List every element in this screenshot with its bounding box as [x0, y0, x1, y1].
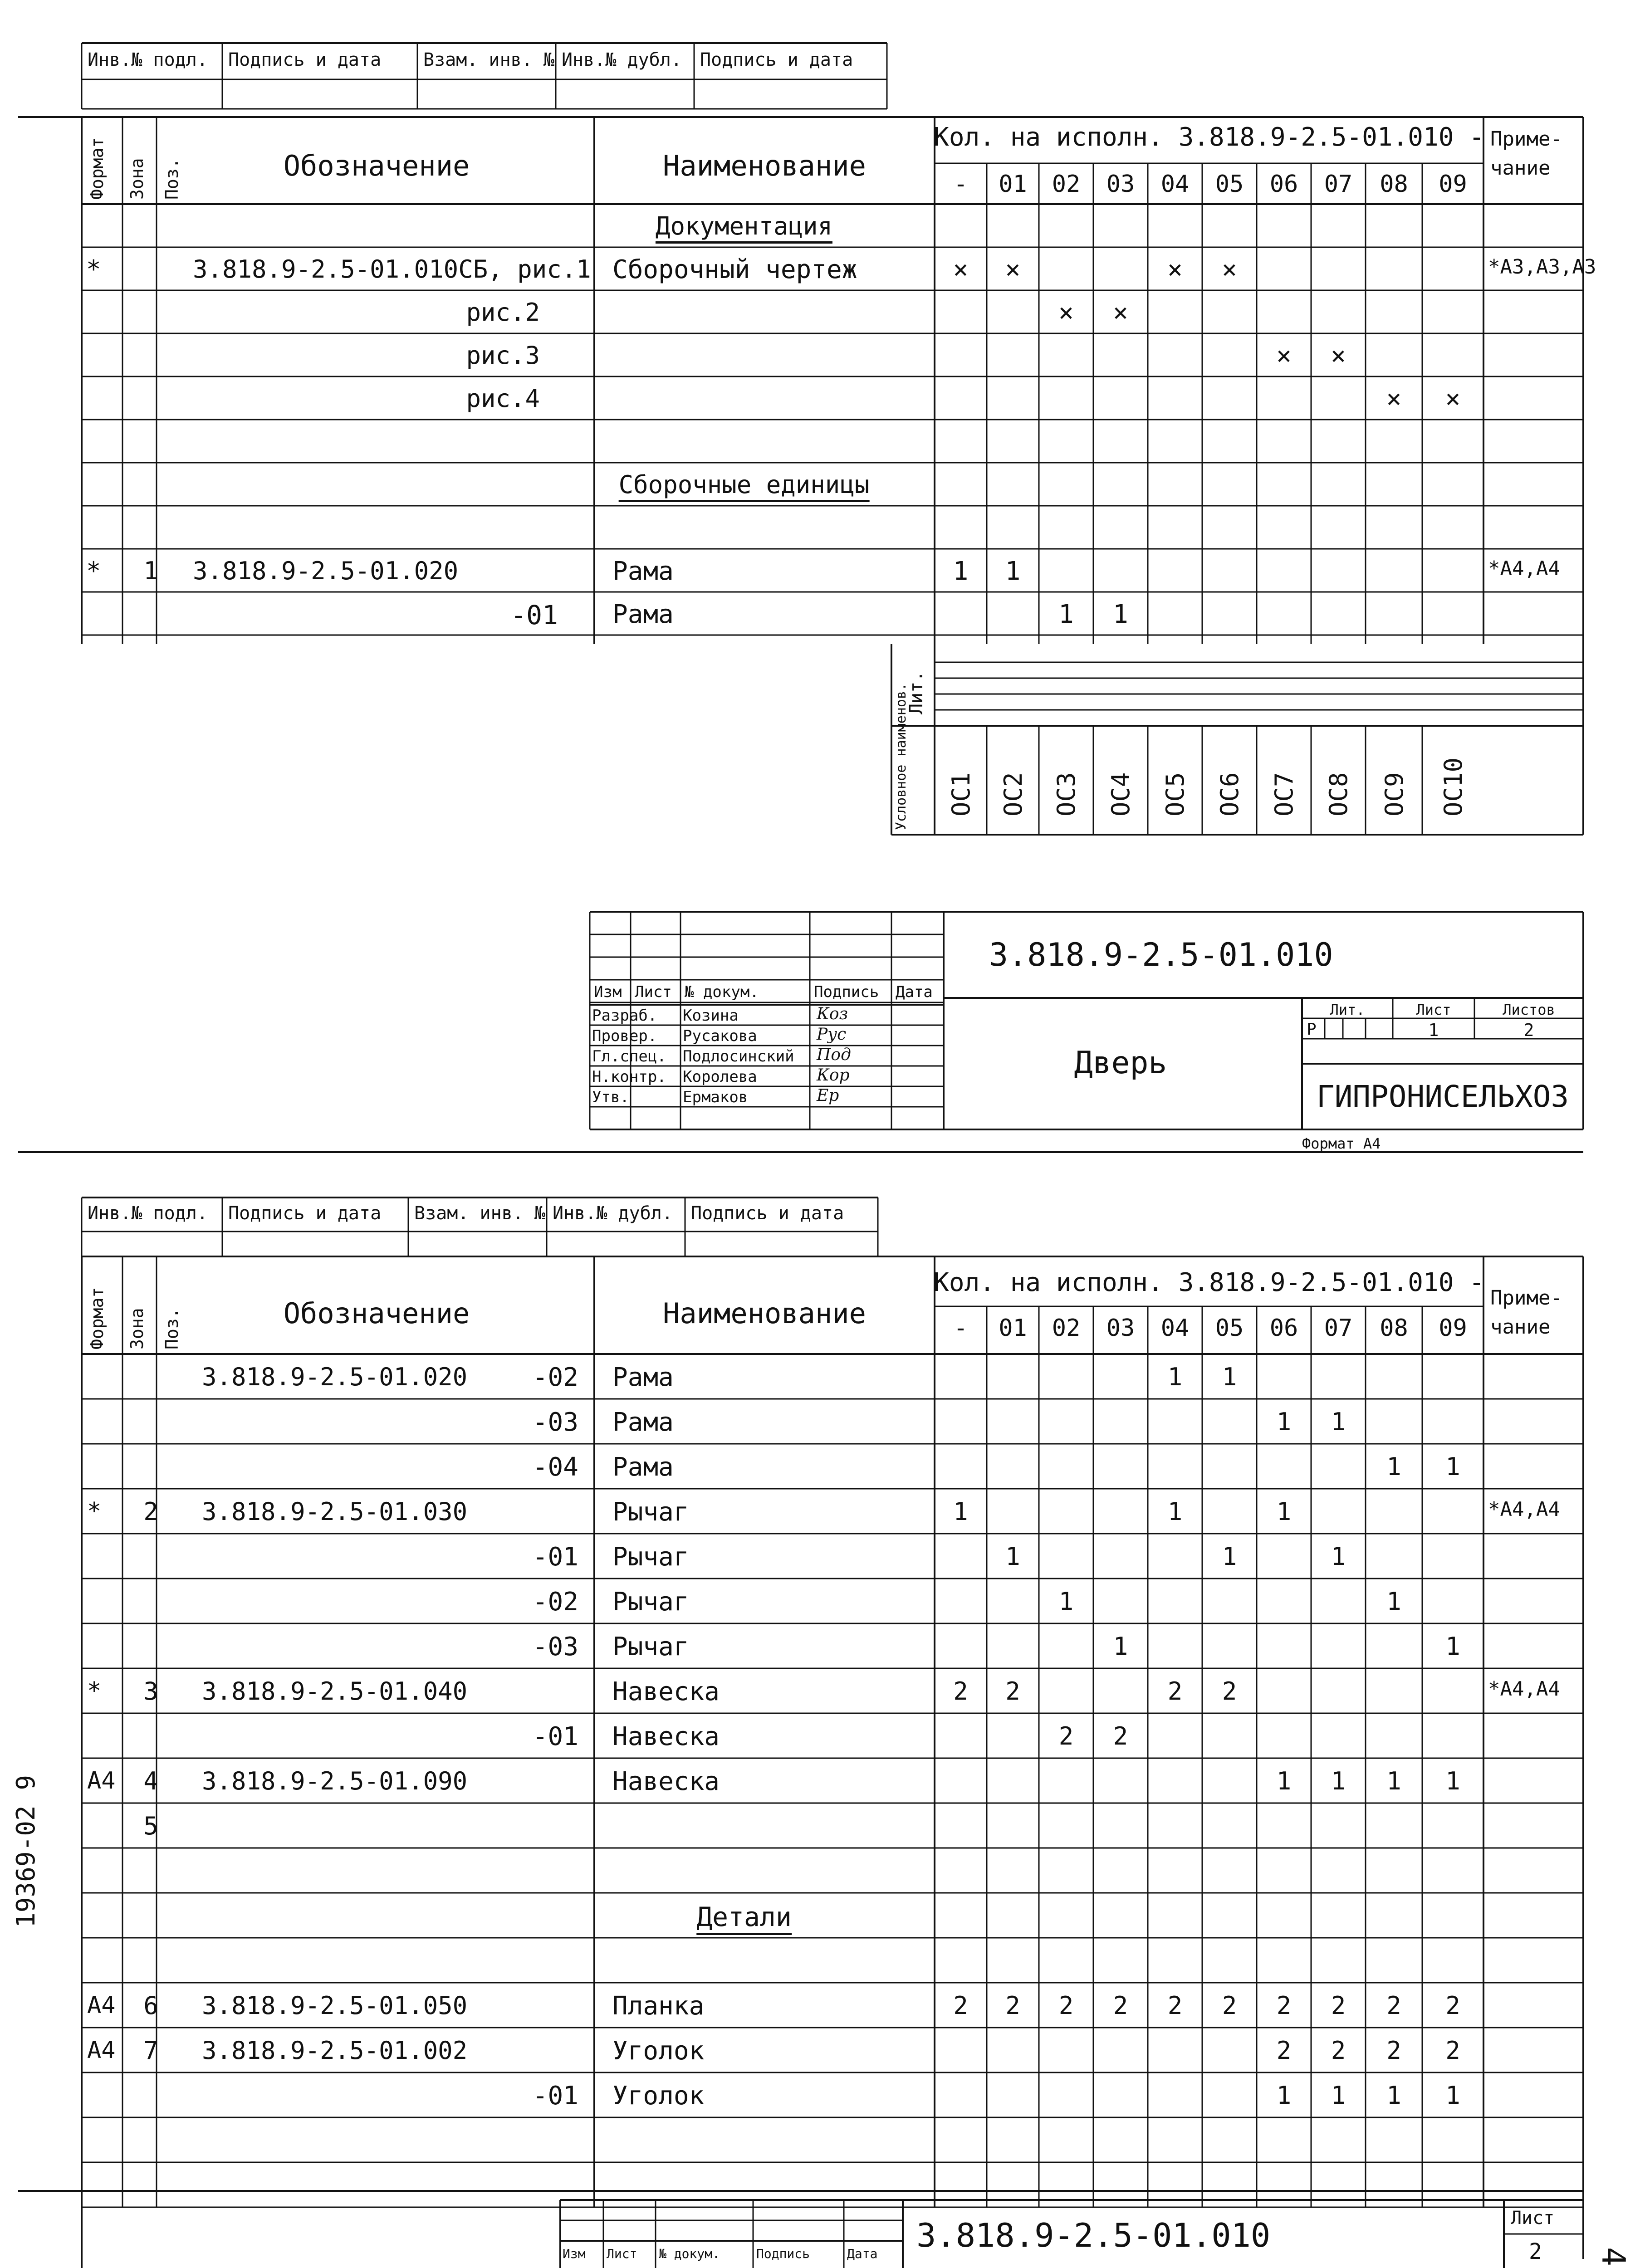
row-qty-8: 1: [1386, 2081, 1401, 2110]
title-col-4: Дата: [896, 983, 933, 1001]
row-qty-2: 2: [1058, 1722, 1074, 1750]
title-signature: Коз: [817, 1005, 848, 1023]
row-name: Рама: [612, 1363, 674, 1392]
title-col-2: № докум.: [685, 983, 759, 1001]
header-exec-0: -: [953, 1315, 968, 1342]
row-qty-4: 2: [1167, 1991, 1183, 2020]
row-format: А4: [87, 1767, 116, 1794]
row-name: Детали: [696, 1904, 792, 1935]
approval-header-2: Взам. инв. №: [414, 1203, 545, 1224]
header-designation: Обозначение: [283, 149, 470, 182]
row-name: Рычаг: [612, 1632, 689, 1662]
lit-label: Лит.: [906, 670, 927, 714]
row-name: Рама: [612, 557, 674, 586]
title-sheets: 2: [1523, 1020, 1534, 1040]
row-qty-7: 1: [1331, 1542, 1346, 1571]
row-designation: 3.818.9-2.5-01.050: [202, 1991, 468, 2020]
row-designation: рис.2: [466, 298, 540, 327]
header-zone: Зона: [127, 158, 147, 200]
conditional-name-label: Условное наименов.: [893, 682, 909, 830]
title-person: Ермаков: [683, 1088, 748, 1106]
row-position: 1: [143, 557, 158, 585]
header-pos: Поз.: [162, 158, 182, 200]
row-qty-0: 2: [953, 1991, 968, 2020]
title-col-1: Лист: [607, 2246, 637, 2261]
row-qty-1: 1: [1005, 557, 1021, 586]
row-name: Уголок: [612, 2036, 705, 2066]
header-pos: Поз.: [162, 1308, 182, 1349]
row-designation-suffix: -03: [532, 1408, 578, 1437]
row-qty-0: 1: [953, 557, 969, 586]
title-signature: Кор: [817, 1066, 850, 1085]
row-qty-0: ×: [953, 255, 969, 284]
row-qty-4: ×: [1167, 255, 1183, 284]
row-note: *А4,А4: [1488, 557, 1560, 580]
conditional-name-7: ОС8: [1324, 772, 1353, 816]
conditional-name-5: ОС6: [1215, 772, 1244, 816]
header-exec-0: -: [953, 171, 968, 198]
row-format: *: [86, 255, 101, 284]
header-exec-9: 09: [1439, 1315, 1467, 1342]
row-qty-5: ×: [1222, 255, 1237, 284]
header-exec-2: 02: [1052, 1315, 1081, 1342]
title-name: Дверь: [1074, 1045, 1167, 1081]
title-person: Русакова: [683, 1027, 757, 1045]
title-col-0: Изм: [594, 983, 622, 1001]
row-qty-6: 1: [1276, 1497, 1292, 1526]
row-qty-6: 1: [1276, 1767, 1292, 1795]
row-qty-6: 2: [1276, 1991, 1292, 2020]
row-qty-1: 2: [1005, 1677, 1020, 1706]
title-role: Разраб.: [592, 1007, 657, 1025]
row-position: 7: [143, 2036, 158, 2065]
title-signature: Ер: [817, 1086, 839, 1105]
approval-header-0: Инв.№ подл.: [88, 1203, 208, 1224]
header-exec-5: 05: [1215, 1315, 1244, 1342]
row-qty-3: 2: [1113, 1722, 1128, 1750]
header-exec-1: 01: [999, 171, 1027, 198]
title-sheet: 2: [1529, 2239, 1542, 2264]
header-exec-6: 06: [1269, 171, 1298, 198]
header-exec-2: 02: [1052, 171, 1081, 198]
row-designation: 3.818.9-2.5-01.020: [202, 1363, 468, 1391]
approval-header-2: Взам. инв. №: [423, 49, 554, 70]
header-exec-1: 01: [999, 1315, 1027, 1342]
row-designation-suffix: -02: [532, 1587, 578, 1617]
title-role: Н.контр.: [592, 1068, 666, 1086]
row-qty-6: 1: [1276, 1408, 1292, 1436]
header-format: Формат: [87, 137, 107, 200]
row-qty-5: 1: [1222, 1542, 1237, 1571]
title-person: Козина: [683, 1007, 739, 1025]
row-designation: рис.4: [466, 384, 540, 413]
row-qty-7: 1: [1331, 1408, 1346, 1436]
approval-header-3: Инв.№ дубл.: [553, 1203, 673, 1224]
header-qty: Кол. на исполн. 3.818.9-2.5-01.010 -: [934, 1268, 1484, 1297]
title-person: Королева: [683, 1068, 757, 1086]
header-exec-8: 08: [1380, 171, 1408, 198]
row-qty-3: 2: [1113, 1991, 1128, 2020]
row-qty-4: 2: [1167, 1677, 1183, 1706]
row-designation-suffix: -01: [532, 1722, 578, 1751]
conditional-name-0: ОС1: [946, 772, 975, 816]
approval-header-1: Подпись и дата: [228, 49, 382, 70]
row-note: *А4,А4: [1488, 1677, 1560, 1701]
title-col-2: № докум.: [659, 2246, 720, 2261]
row-qty-9: 2: [1445, 1991, 1460, 2020]
row-qty-5: 2: [1222, 1677, 1237, 1706]
row-qty-5: 1: [1222, 1363, 1237, 1391]
title-code: 3.818.9-2.5-01.010: [989, 936, 1333, 973]
row-qty-8: 1: [1386, 1587, 1401, 1616]
row-qty-8: 2: [1386, 2036, 1401, 2065]
title-sheet-header: Лист: [1511, 2208, 1555, 2229]
row-name: Сборочные единицы: [619, 473, 870, 502]
approval-header-4: Подпись и дата: [691, 1203, 844, 1224]
title-role: Гл.спец.: [592, 1047, 666, 1066]
row-name: Уголок: [612, 2081, 705, 2111]
row-designation-suffix: -01: [532, 2081, 578, 2111]
row-name: Навеска: [612, 1677, 720, 1706]
row-designation: 3.818.9-2.5-01.010СБ, рис.1: [193, 255, 591, 284]
header-exec-4: 04: [1160, 1315, 1190, 1342]
title-col-3: Подпись: [756, 2246, 810, 2261]
title-col-4: Дата: [847, 2246, 878, 2261]
row-position: 3: [143, 1677, 158, 1706]
approval-header-1: Подпись и дата: [228, 1203, 382, 1224]
approval-header-4: Подпись и дата: [700, 49, 853, 70]
header-format: Формат: [87, 1287, 107, 1349]
row-qty-8: 1: [1386, 1452, 1401, 1481]
row-name: Сборочный чертеж: [612, 255, 857, 284]
row-qty-0: 2: [953, 1677, 968, 1706]
title-lit: Р: [1307, 1020, 1317, 1039]
row-qty-8: ×: [1386, 384, 1402, 414]
title-code: 3.818.9-2.5-01.010: [916, 2216, 1271, 2254]
title-sheet-header: Лист: [1416, 1001, 1451, 1018]
header-exec-8: 08: [1380, 1315, 1408, 1342]
row-qty-6: 1: [1276, 2081, 1292, 2110]
header-exec-5: 05: [1215, 171, 1244, 198]
row-format: А4: [87, 1992, 116, 2019]
header-note: Приме-чание: [1490, 127, 1562, 180]
row-qty-2: ×: [1058, 298, 1074, 327]
row-qty-3: ×: [1113, 298, 1128, 327]
row-position: 5: [143, 1812, 158, 1840]
row-note: *А3,А3,А3: [1488, 255, 1596, 279]
side-number: 19369-02 9: [11, 1774, 41, 1928]
row-qty-8: 2: [1386, 1991, 1401, 2020]
row-format: *: [87, 1677, 102, 1705]
title-person: Подлосинский: [683, 1047, 794, 1066]
row-qty-7: 1: [1331, 1767, 1346, 1795]
row-designation-suffix: -04: [532, 1452, 578, 1482]
title-sheets-header: Листов: [1503, 1001, 1555, 1018]
row-name: Рычаг: [612, 1587, 689, 1617]
row-designation: 3.818.9-2.5-01.020: [193, 557, 459, 585]
conditional-name-4: ОС5: [1161, 772, 1190, 816]
row-qty-7: 2: [1331, 1991, 1346, 2020]
row-qty-9: ×: [1445, 384, 1461, 414]
conditional-name-9: ОС10: [1439, 757, 1468, 816]
conditional-name-2: ОС3: [1052, 772, 1081, 816]
row-designation: рис.3: [466, 341, 540, 370]
title-lit-header: Лит.: [1330, 1001, 1365, 1018]
header-name: Наименование: [663, 149, 866, 182]
title-role: Провер.: [592, 1027, 657, 1045]
row-designation-suffix: -01: [532, 1542, 578, 1572]
header-qty: Кол. на исполн. 3.818.9-2.5-01.010 -: [934, 122, 1484, 152]
row-qty-9: 1: [1445, 1452, 1460, 1481]
title-role: Утв.: [592, 1088, 629, 1106]
row-qty-7: 2: [1331, 2036, 1346, 2065]
row-name: Рама: [612, 600, 674, 629]
row-format: А4: [87, 2037, 116, 2064]
row-qty-1: 2: [1005, 1991, 1020, 2020]
header-exec-6: 06: [1269, 1315, 1298, 1342]
row-qty-8: 1: [1386, 1767, 1401, 1795]
row-designation-suffix: -03: [532, 1632, 578, 1662]
conditional-name-1: ОС2: [999, 772, 1028, 816]
row-name: Рама: [612, 1408, 674, 1437]
row-designation: 3.818.9-2.5-01.030: [202, 1497, 468, 1526]
row-qty-1: 1: [1005, 1542, 1020, 1571]
row-position: 4: [143, 1767, 158, 1795]
title-col-1: Лист: [635, 983, 672, 1001]
row-qty-9: 1: [1445, 2081, 1460, 2110]
header-name: Наименование: [663, 1297, 866, 1330]
row-name: Документация: [656, 214, 832, 244]
header-designation: Обозначение: [283, 1297, 470, 1330]
format-label: Формат А4: [1302, 1135, 1381, 1152]
row-format: *: [87, 1498, 102, 1525]
title-col-3: Подпись: [814, 983, 879, 1001]
row-qty-2: 2: [1058, 1991, 1074, 2020]
row-name: Планка: [612, 1991, 705, 2021]
header-exec-7: 07: [1324, 171, 1353, 198]
row-qty-1: ×: [1005, 255, 1021, 284]
approval-header-0: Инв.№ подл.: [88, 49, 208, 70]
row-designation: 3.818.9-2.5-01.040: [202, 1677, 468, 1706]
row-qty-2: 1: [1058, 1587, 1074, 1616]
row-name: Навеска: [612, 1722, 720, 1751]
header-exec-3: 03: [1106, 171, 1135, 198]
row-name: Рама: [612, 1452, 674, 1482]
row-position: 2: [143, 1497, 158, 1526]
row-qty-2: 1: [1058, 600, 1074, 629]
conditional-name-3: ОС4: [1106, 772, 1135, 816]
row-qty-7: 1: [1331, 2081, 1346, 2110]
header-exec-9: 09: [1439, 171, 1467, 198]
row-qty-0: 1: [953, 1497, 968, 1526]
row-format: *: [86, 557, 101, 585]
row-qty-9: 2: [1445, 2036, 1460, 2065]
conditional-name-8: ОС9: [1380, 772, 1409, 816]
row-qty-6: ×: [1276, 341, 1292, 371]
row-designation-suffix: -02: [532, 1363, 578, 1392]
page-mark: 4: [1595, 2247, 1632, 2267]
row-qty-4: 1: [1167, 1363, 1183, 1391]
row-qty-5: 2: [1222, 1991, 1237, 2020]
header-exec-7: 07: [1324, 1315, 1353, 1342]
row-qty-3: 1: [1113, 600, 1128, 629]
header-exec-4: 04: [1160, 171, 1190, 198]
title-signature: Под: [817, 1046, 851, 1064]
row-name: Рычаг: [612, 1497, 689, 1527]
row-qty-3: 1: [1113, 1632, 1128, 1661]
title-col-0: Изм: [563, 2246, 586, 2261]
row-qty-9: 1: [1445, 1632, 1460, 1661]
title-sheet: 1: [1428, 1020, 1439, 1040]
conditional-name-6: ОС7: [1270, 772, 1298, 816]
row-designation: 3.818.9-2.5-01.002: [202, 2036, 468, 2065]
row-qty-6: 2: [1276, 2036, 1292, 2065]
row-position: 6: [143, 1991, 158, 2020]
header-exec-3: 03: [1106, 1315, 1135, 1342]
row-name: Навеска: [612, 1767, 720, 1796]
approval-header-3: Инв.№ дубл.: [562, 49, 682, 70]
title-organization: ГИПРОНИСЕЛЬХОЗ: [1316, 1079, 1569, 1114]
row-qty-4: 1: [1167, 1497, 1183, 1526]
row-note: *А4,А4: [1488, 1498, 1560, 1521]
row-qty-7: ×: [1331, 341, 1346, 371]
row-designation: 3.818.9-2.5-01.090: [202, 1767, 468, 1795]
title-signature: Рус: [817, 1025, 847, 1044]
header-note: Приме-чание: [1490, 1286, 1562, 1339]
row-name: Рычаг: [612, 1542, 689, 1572]
row-designation: -01: [510, 600, 558, 631]
header-zone: Зона: [127, 1308, 147, 1349]
row-qty-9: 1: [1445, 1767, 1460, 1795]
